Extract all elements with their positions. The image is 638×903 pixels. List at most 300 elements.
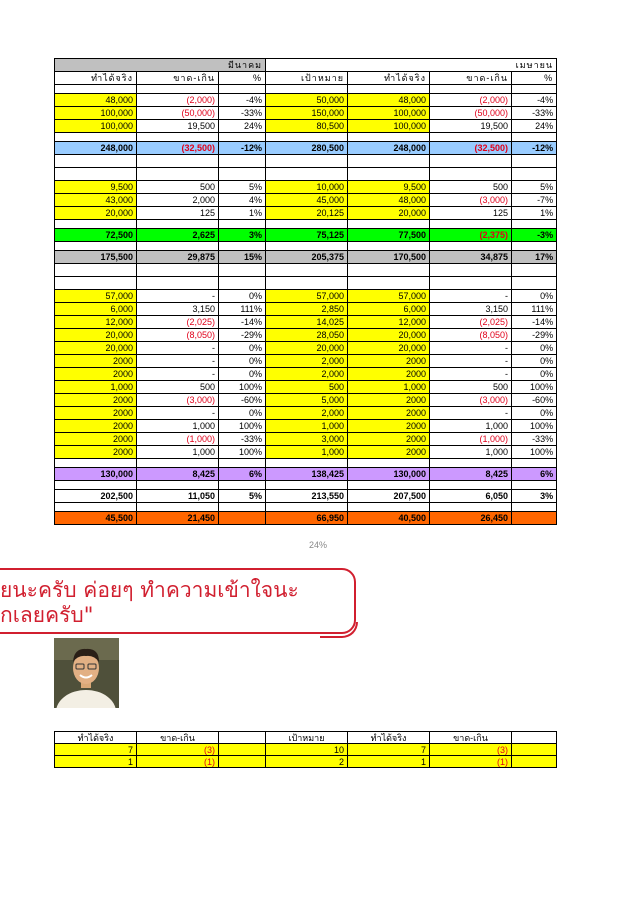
blank-cell xyxy=(430,168,512,181)
blank-cell xyxy=(219,503,266,512)
subtotal-row xyxy=(55,251,557,264)
blank-row xyxy=(55,85,557,94)
table-row xyxy=(55,207,557,220)
blank-cell xyxy=(348,85,430,94)
table-cell: 150,000 xyxy=(266,107,348,120)
table-cell: 138,425 xyxy=(266,468,348,481)
table-cell: 3% xyxy=(512,490,557,503)
mini-col-header xyxy=(219,732,266,744)
table-cell: -33% xyxy=(219,433,266,446)
mini-cell: 7 xyxy=(348,744,430,756)
table-cell: 2000 xyxy=(348,407,430,420)
table-cell: 100,000 xyxy=(55,120,137,133)
table-cell: - xyxy=(137,342,219,355)
table-cell: 100% xyxy=(512,381,557,394)
table-cell: 1% xyxy=(512,207,557,220)
subtotal-row xyxy=(55,142,557,155)
mini-col-header: เป้าหมาย xyxy=(266,732,348,744)
table-cell: 0% xyxy=(219,342,266,355)
table-cell: (2,000) xyxy=(430,94,512,107)
table-cell: 130,000 xyxy=(348,468,430,481)
table-cell: 2000 xyxy=(55,446,137,459)
table-cell: 207,500 xyxy=(348,490,430,503)
table-cell: 45,500 xyxy=(55,512,137,525)
blank-cell xyxy=(137,277,219,290)
table-cell: 28,050 xyxy=(266,329,348,342)
table-cell: 202,500 xyxy=(55,490,137,503)
mini-cell: 7 xyxy=(55,744,137,756)
table-cell: -7% xyxy=(512,194,557,207)
table-cell: 500 xyxy=(430,181,512,194)
table-cell: (3,000) xyxy=(137,394,219,407)
table-cell: 2000 xyxy=(55,394,137,407)
table-cell: 248,000 xyxy=(348,142,430,155)
march-header: มีนาคม xyxy=(55,59,266,72)
mini-cell: 1 xyxy=(55,756,137,768)
table-cell: 2,000 xyxy=(137,194,219,207)
table-cell: 130,000 xyxy=(55,468,137,481)
mini-row xyxy=(55,756,557,768)
table-cell: 11,050 xyxy=(137,490,219,503)
blank-cell xyxy=(348,277,430,290)
table-cell: 9,500 xyxy=(55,181,137,194)
blank-row xyxy=(55,264,557,277)
bubble-line-1: ยนะครับ ค่อยๆ ทำความเข้าใจนะ xyxy=(0,578,299,602)
table-cell: 45,000 xyxy=(266,194,348,207)
blank-cell xyxy=(430,242,512,251)
table-cell: 40,500 xyxy=(348,512,430,525)
mini-cell xyxy=(219,744,266,756)
table-cell: 2,000 xyxy=(266,368,348,381)
table-cell: 100% xyxy=(219,446,266,459)
table-cell: 6,000 xyxy=(348,303,430,316)
table-cell: 75,125 xyxy=(266,229,348,242)
table-cell: 24% xyxy=(512,120,557,133)
mini-cell xyxy=(219,756,266,768)
table-cell: 500 xyxy=(430,381,512,394)
table-cell: 19,500 xyxy=(137,120,219,133)
table-cell: 17% xyxy=(512,251,557,264)
table-cell: 29,875 xyxy=(137,251,219,264)
mini-col-header: ขาด-เกิน xyxy=(137,732,219,744)
table-cell: 2000 xyxy=(348,420,430,433)
table-cell: (1,000) xyxy=(137,433,219,446)
table-cell: - xyxy=(430,368,512,381)
table-cell: 12,000 xyxy=(348,316,430,329)
mini-col-header: ทำได้จริง xyxy=(55,732,137,744)
table-cell: 3% xyxy=(219,229,266,242)
table-cell: - xyxy=(137,355,219,368)
blank-cell xyxy=(219,459,266,468)
blank-cell xyxy=(137,85,219,94)
table-row xyxy=(55,433,557,446)
table-cell: -4% xyxy=(512,94,557,107)
table-cell: 170,500 xyxy=(348,251,430,264)
blank-cell xyxy=(348,220,430,229)
blank-cell xyxy=(137,459,219,468)
col-header: ทำได้จริง xyxy=(55,72,137,85)
subtotal-row xyxy=(55,229,557,242)
table-cell: -4% xyxy=(219,94,266,107)
blank-row xyxy=(55,133,557,142)
blank-row xyxy=(55,459,557,468)
table-cell: 6% xyxy=(219,468,266,481)
blank-cell xyxy=(348,155,430,168)
blank-cell xyxy=(348,168,430,181)
blank-cell xyxy=(512,459,557,468)
table-cell: 20,000 xyxy=(348,329,430,342)
table-cell: 0% xyxy=(512,407,557,420)
table-cell: 280,500 xyxy=(266,142,348,155)
blank-cell xyxy=(55,503,137,512)
table-cell: 5,000 xyxy=(266,394,348,407)
table-cell: 111% xyxy=(512,303,557,316)
blank-cell xyxy=(512,503,557,512)
blank-cell xyxy=(55,155,137,168)
table-cell: -14% xyxy=(512,316,557,329)
table-cell: 57,000 xyxy=(55,290,137,303)
table-cell: 34,875 xyxy=(430,251,512,264)
blank-cell xyxy=(55,481,137,490)
table-cell: 3,150 xyxy=(430,303,512,316)
mini-cell: (3) xyxy=(137,744,219,756)
table-cell: (1,000) xyxy=(430,433,512,446)
table-cell: 5% xyxy=(512,181,557,194)
subtotal-row xyxy=(55,512,557,525)
blank-cell xyxy=(137,242,219,251)
table-cell: 1% xyxy=(219,207,266,220)
blank-cell xyxy=(137,503,219,512)
table-cell: -60% xyxy=(512,394,557,407)
table-cell xyxy=(512,512,557,525)
blank-cell xyxy=(219,155,266,168)
mini-cell: 2 xyxy=(266,756,348,768)
table-cell: 0% xyxy=(512,355,557,368)
table-cell: 111% xyxy=(219,303,266,316)
table-cell: 57,000 xyxy=(266,290,348,303)
subtotal-row xyxy=(55,468,557,481)
table-cell: 2000 xyxy=(348,355,430,368)
table-cell: 100% xyxy=(512,446,557,459)
blank-cell xyxy=(219,264,266,277)
blank-cell xyxy=(55,264,137,277)
table-cell: -33% xyxy=(512,433,557,446)
table-row xyxy=(55,394,557,407)
summary-mini-table xyxy=(54,731,557,768)
table-cell: 2,625 xyxy=(137,229,219,242)
blank-cell xyxy=(55,133,137,142)
blank-cell xyxy=(55,220,137,229)
blank-cell xyxy=(266,168,348,181)
table-row xyxy=(55,407,557,420)
table-cell: 213,550 xyxy=(266,490,348,503)
blank-cell xyxy=(512,168,557,181)
col-header: ขาด-เกิน xyxy=(430,72,512,85)
table-row xyxy=(55,194,557,207)
blank-cell xyxy=(430,277,512,290)
blank-cell xyxy=(266,133,348,142)
table-cell: -33% xyxy=(512,107,557,120)
table-cell: 2000 xyxy=(348,368,430,381)
blank-cell xyxy=(348,264,430,277)
table-cell: 4% xyxy=(219,194,266,207)
table-cell: - xyxy=(137,368,219,381)
table-cell: 6% xyxy=(512,468,557,481)
table-cell: 175,500 xyxy=(55,251,137,264)
table-cell: -29% xyxy=(512,329,557,342)
table-cell: 1,000 xyxy=(137,420,219,433)
table-cell: 80,500 xyxy=(266,120,348,133)
table-row xyxy=(55,316,557,329)
mini-cell xyxy=(512,756,557,768)
table-cell: 5% xyxy=(219,181,266,194)
table-cell: 100% xyxy=(219,420,266,433)
table-cell: -29% xyxy=(219,329,266,342)
blank-cell xyxy=(512,277,557,290)
table-cell: (2,025) xyxy=(137,316,219,329)
mini-row xyxy=(55,744,557,756)
table-cell: 0% xyxy=(219,355,266,368)
blank-cell xyxy=(137,168,219,181)
blank-row xyxy=(55,277,557,290)
blank-cell xyxy=(266,277,348,290)
blank-row xyxy=(55,168,557,181)
table-cell: (8,050) xyxy=(430,329,512,342)
table-cell: (2,025) xyxy=(430,316,512,329)
table-cell: 100,000 xyxy=(348,120,430,133)
table-cell: 20,125 xyxy=(266,207,348,220)
table-cell: (32,500) xyxy=(430,142,512,155)
blank-row xyxy=(55,503,557,512)
blank-cell xyxy=(55,168,137,181)
table-cell: 125 xyxy=(430,207,512,220)
mini-cell: (1) xyxy=(137,756,219,768)
blank-cell xyxy=(512,220,557,229)
table-cell: 20,000 xyxy=(266,342,348,355)
table-cell: 15% xyxy=(219,251,266,264)
table-cell: 100,000 xyxy=(348,107,430,120)
blank-cell xyxy=(55,85,137,94)
table-cell: 66,950 xyxy=(266,512,348,525)
table-cell: (32,500) xyxy=(137,142,219,155)
table-cell: 500 xyxy=(137,181,219,194)
blank-cell xyxy=(137,133,219,142)
table-row xyxy=(55,290,557,303)
table-cell: - xyxy=(430,290,512,303)
table-cell: 100,000 xyxy=(55,107,137,120)
table-cell: 50,000 xyxy=(266,94,348,107)
table-cell: 1,000 xyxy=(430,420,512,433)
table-cell: 0% xyxy=(512,290,557,303)
table-cell: 1,000 xyxy=(137,446,219,459)
speech-bubble-tail xyxy=(320,622,358,638)
blank-cell xyxy=(137,481,219,490)
table-cell: 20,000 xyxy=(55,329,137,342)
table-cell: - xyxy=(430,342,512,355)
person-photo xyxy=(54,638,119,708)
table-cell: 2,000 xyxy=(266,355,348,368)
table-cell: 100% xyxy=(219,381,266,394)
blank-cell xyxy=(266,481,348,490)
table-cell: 2000 xyxy=(55,433,137,446)
blank-cell xyxy=(266,503,348,512)
table-cell: 500 xyxy=(266,381,348,394)
table-cell: 10,000 xyxy=(266,181,348,194)
col-header: % xyxy=(512,72,557,85)
blank-cell xyxy=(512,133,557,142)
blank-cell xyxy=(430,220,512,229)
table-row xyxy=(55,355,557,368)
table-cell: 48,000 xyxy=(348,94,430,107)
table-cell: -33% xyxy=(219,107,266,120)
table-cell: 205,375 xyxy=(266,251,348,264)
table-cell: (2,375) xyxy=(430,229,512,242)
speech-bubble-text xyxy=(0,578,299,628)
blank-cell xyxy=(348,242,430,251)
table-cell: 2000 xyxy=(55,420,137,433)
table-cell: 8,425 xyxy=(137,468,219,481)
table-cell: 20,000 xyxy=(55,207,137,220)
table-cell: 2000 xyxy=(348,394,430,407)
mini-col-header: ทำได้จริง xyxy=(348,732,430,744)
table-cell: 77,500 xyxy=(348,229,430,242)
table-cell: 2000 xyxy=(348,446,430,459)
table-cell: 48,000 xyxy=(55,94,137,107)
table-row xyxy=(55,342,557,355)
table-row xyxy=(55,303,557,316)
blank-cell xyxy=(430,133,512,142)
table-cell: 0% xyxy=(219,290,266,303)
blank-cell xyxy=(512,85,557,94)
table-cell: 2000 xyxy=(55,355,137,368)
table-cell: 1,000 xyxy=(55,381,137,394)
blank-cell xyxy=(55,459,137,468)
mini-cell: (1) xyxy=(430,756,512,768)
table-cell: -14% xyxy=(219,316,266,329)
table-cell: 2000 xyxy=(348,433,430,446)
table-cell: 20,000 xyxy=(348,207,430,220)
table-cell: 6,000 xyxy=(55,303,137,316)
table-cell: 57,000 xyxy=(348,290,430,303)
blank-row xyxy=(55,220,557,229)
blank-cell xyxy=(430,459,512,468)
blank-cell xyxy=(266,220,348,229)
table-row xyxy=(55,107,557,120)
blank-cell xyxy=(137,155,219,168)
table-row xyxy=(55,446,557,459)
table-cell: 20,000 xyxy=(55,342,137,355)
blank-cell xyxy=(219,220,266,229)
table-cell: -12% xyxy=(219,142,266,155)
table-cell: 20,000 xyxy=(348,342,430,355)
table-cell: 1,000 xyxy=(348,381,430,394)
mini-col-header: ขาด-เกิน xyxy=(430,732,512,744)
table-cell: 5% xyxy=(219,490,266,503)
blank-cell xyxy=(55,277,137,290)
table-cell: -3% xyxy=(512,229,557,242)
table-cell: 500 xyxy=(137,381,219,394)
table-cell: 0% xyxy=(512,368,557,381)
table-row xyxy=(55,94,557,107)
april-header: เมษายน xyxy=(266,59,557,72)
table-cell: 8,425 xyxy=(430,468,512,481)
table-cell: 9,500 xyxy=(348,181,430,194)
table-cell: - xyxy=(137,407,219,420)
table-cell: -60% xyxy=(219,394,266,407)
table-cell: 248,000 xyxy=(55,142,137,155)
blank-cell xyxy=(430,155,512,168)
table-cell: 1,000 xyxy=(266,446,348,459)
blank-cell xyxy=(512,264,557,277)
table-cell: -12% xyxy=(512,142,557,155)
table-row xyxy=(55,420,557,433)
blank-row xyxy=(55,155,557,168)
blank-cell xyxy=(266,242,348,251)
blank-cell xyxy=(430,264,512,277)
blank-row xyxy=(55,481,557,490)
table-row xyxy=(55,181,557,194)
blank-cell xyxy=(430,503,512,512)
mini-cell: 10 xyxy=(266,744,348,756)
subtotal-row xyxy=(55,490,557,503)
col-header: ขาด-เกิน xyxy=(137,72,219,85)
table-cell: 2000 xyxy=(55,407,137,420)
table-row xyxy=(55,329,557,342)
blank-cell xyxy=(512,481,557,490)
blank-cell xyxy=(219,133,266,142)
col-header: เป้าหมาย xyxy=(266,72,348,85)
col-header: % xyxy=(219,72,266,85)
mini-cell: (3) xyxy=(430,744,512,756)
table-row xyxy=(55,368,557,381)
table-cell: (8,050) xyxy=(137,329,219,342)
blank-cell xyxy=(348,459,430,468)
table-cell: - xyxy=(137,290,219,303)
blank-cell xyxy=(266,264,348,277)
person-photo-icon xyxy=(54,638,119,708)
table-cell: - xyxy=(430,355,512,368)
col-header: ทำได้จริง xyxy=(348,72,430,85)
table-cell: 1,000 xyxy=(430,446,512,459)
table-cell: 2,000 xyxy=(266,407,348,420)
table-cell: 72,500 xyxy=(55,229,137,242)
table-cell: 100% xyxy=(512,420,557,433)
table-cell: 125 xyxy=(137,207,219,220)
table-cell: 2000 xyxy=(55,368,137,381)
table-cell: (3,000) xyxy=(430,394,512,407)
blank-cell xyxy=(348,133,430,142)
blank-cell xyxy=(219,481,266,490)
blank-cell xyxy=(430,481,512,490)
table-cell: 3,000 xyxy=(266,433,348,446)
table-cell: 19,500 xyxy=(430,120,512,133)
blank-cell xyxy=(219,242,266,251)
table-cell: (3,000) xyxy=(430,194,512,207)
blank-cell xyxy=(137,264,219,277)
table-cell xyxy=(219,512,266,525)
blank-cell xyxy=(219,277,266,290)
blank-cell xyxy=(348,481,430,490)
mini-cell xyxy=(512,744,557,756)
total-pct-note: 24% xyxy=(309,540,328,550)
table-cell: 0% xyxy=(512,342,557,355)
bubble-line-2: กเลยครับ" xyxy=(0,603,94,627)
blank-cell xyxy=(430,85,512,94)
blank-cell xyxy=(137,220,219,229)
table-cell: 26,450 xyxy=(430,512,512,525)
table-cell: 2,850 xyxy=(266,303,348,316)
table-cell: 3,150 xyxy=(137,303,219,316)
